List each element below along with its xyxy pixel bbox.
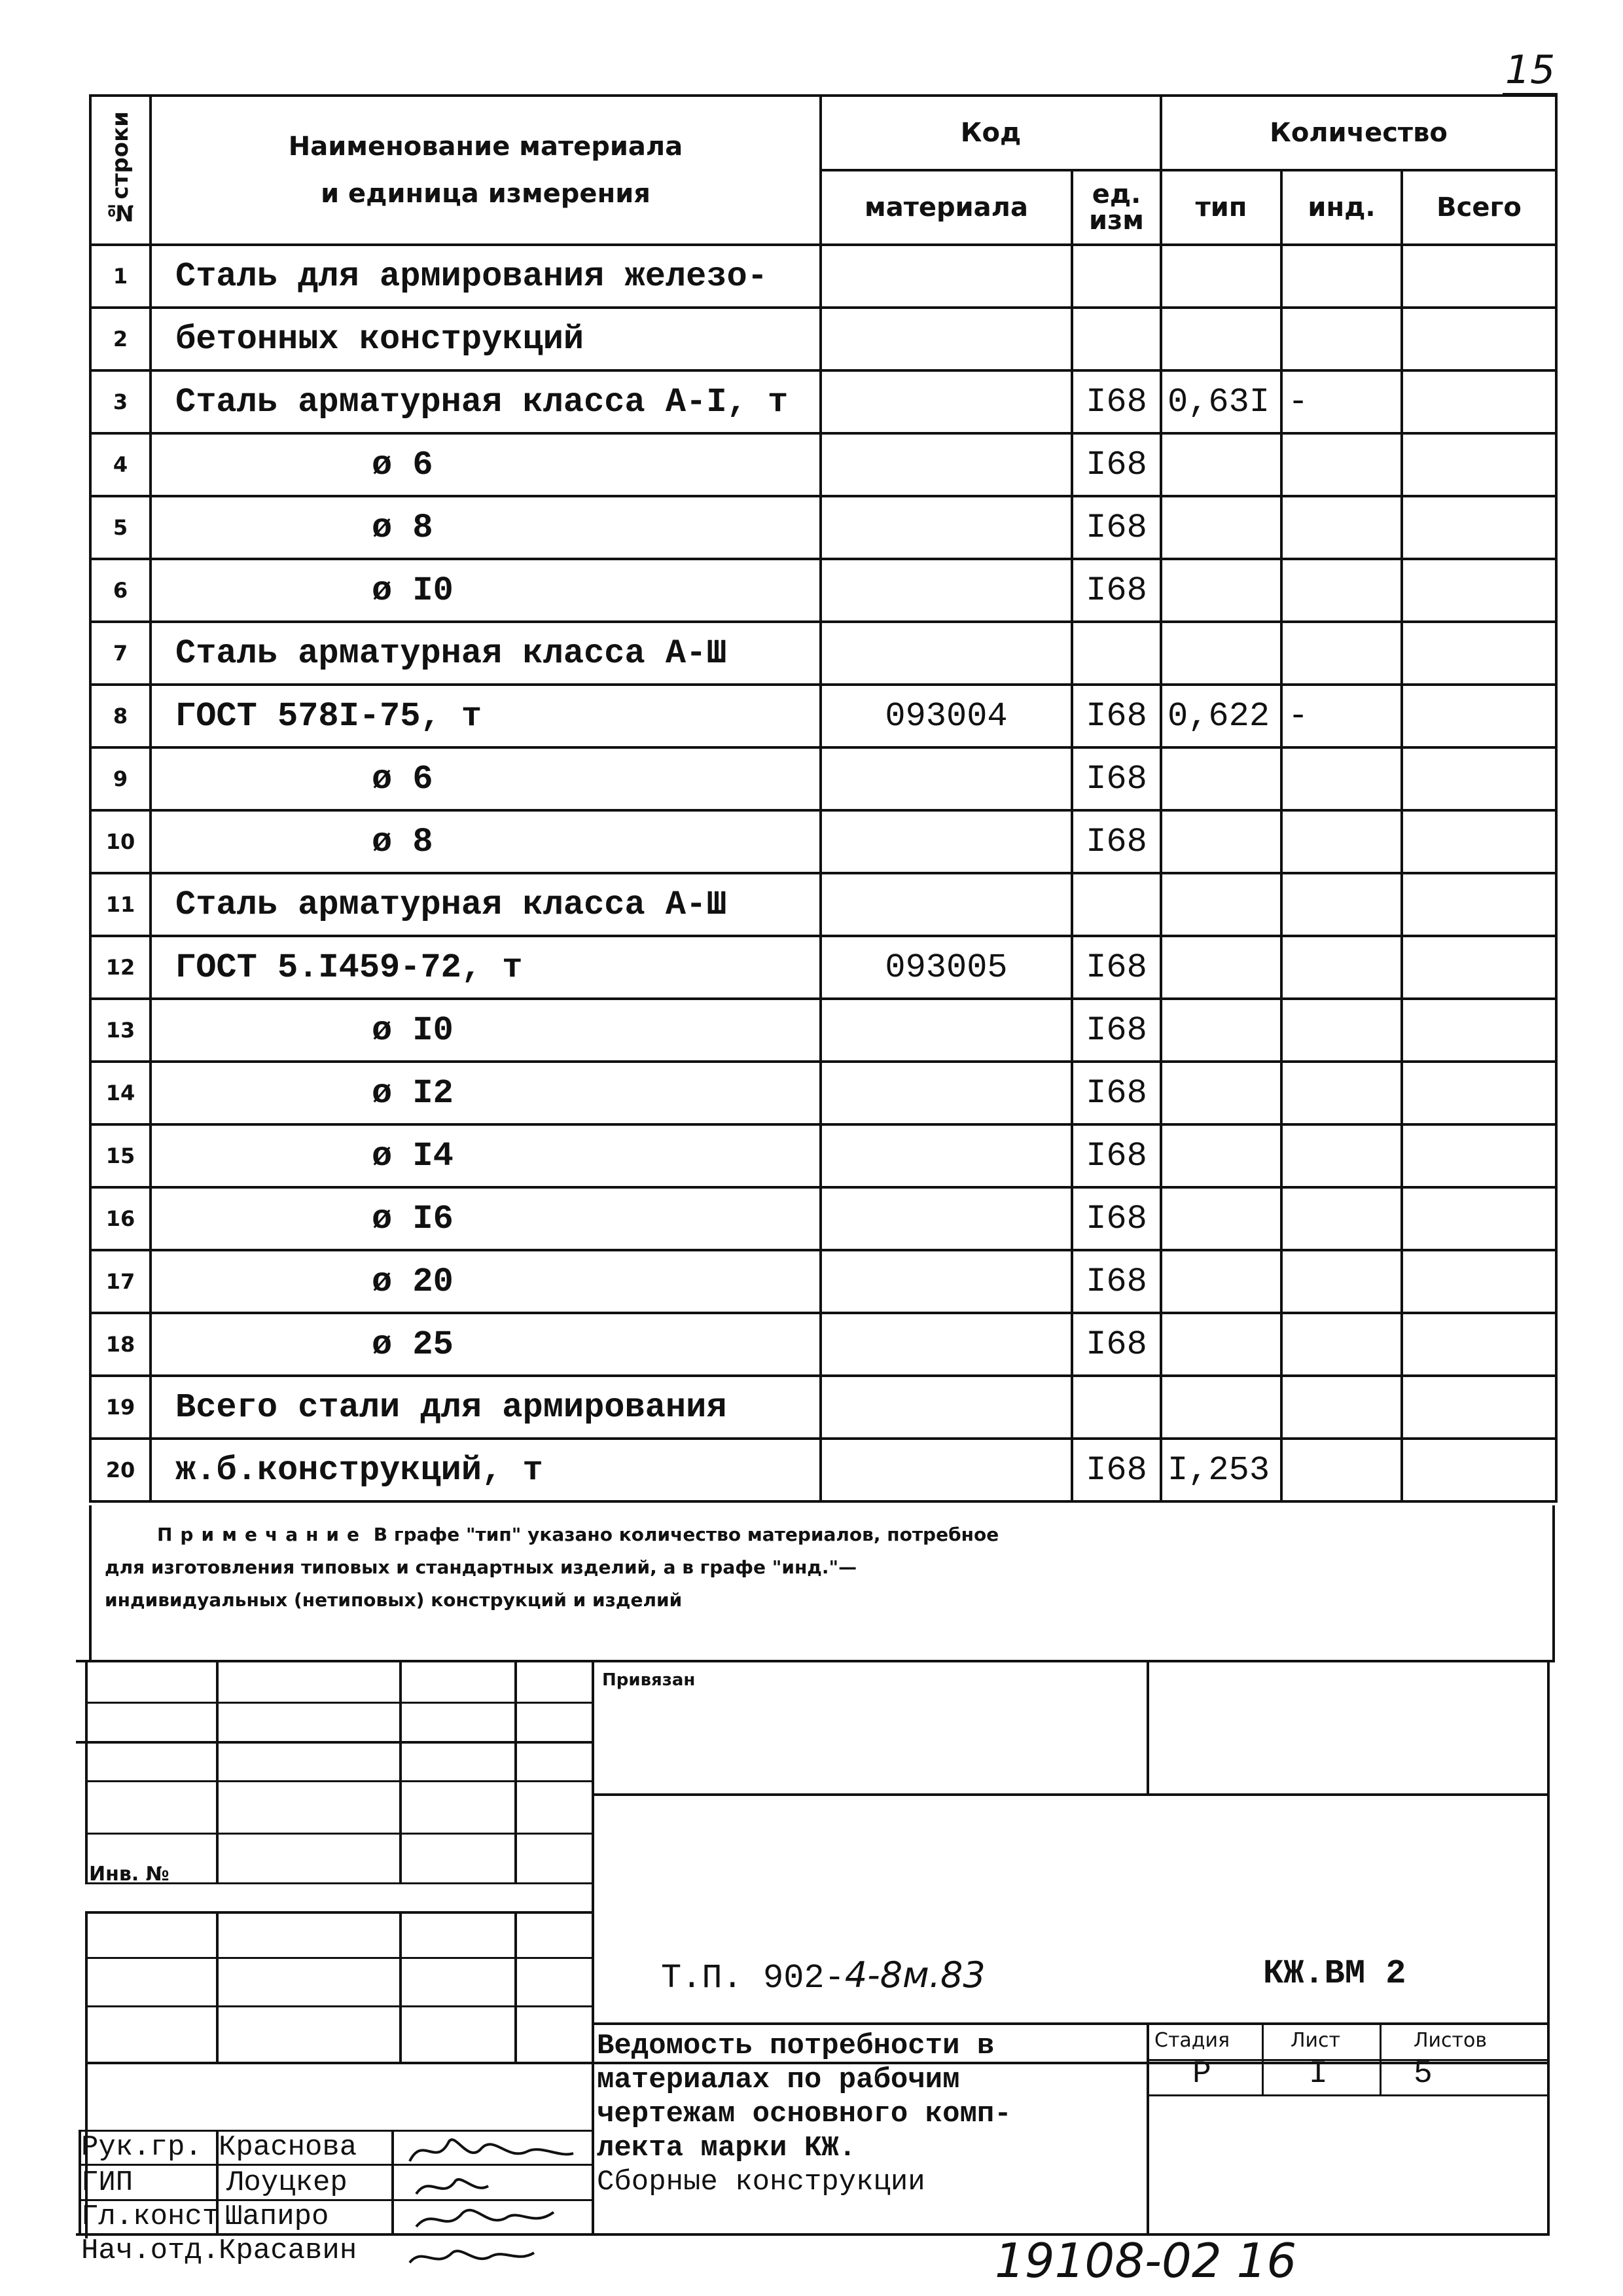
table-row [90, 873, 1556, 936]
row-qty-type [1161, 1187, 1281, 1250]
row-material-code [821, 308, 1072, 370]
row-unit-code: I68 [1072, 1124, 1161, 1187]
row-unit-code [1072, 245, 1161, 308]
table-row [90, 1062, 1556, 1124]
table-row [90, 747, 1556, 810]
table-row [90, 1376, 1556, 1439]
project-code [661, 1954, 986, 1998]
row-number: 16 [90, 1187, 151, 1250]
row-qty-ind [1281, 873, 1402, 936]
row-name: ø 6 [151, 433, 821, 496]
table-body [90, 245, 1556, 1501]
person-name-3: Шапиро [225, 2200, 329, 2233]
row-qty-total [1402, 559, 1556, 622]
table-row [90, 308, 1556, 370]
privyazan-label: Привязан [602, 1670, 696, 1690]
person-role-1: Рук.гр. [81, 2131, 202, 2164]
row-number: 15 [90, 1124, 151, 1187]
table-row [90, 1439, 1556, 1501]
project-code-print: Т.П. 902- [661, 1959, 845, 1998]
row-name: Сталь арматурная класса А-Ш [151, 622, 821, 685]
row-number: 10 [90, 810, 151, 873]
table-row [90, 622, 1556, 685]
row-unit-code: I68 [1072, 685, 1161, 747]
header-row-no: №строки [90, 96, 151, 245]
row-material-code [821, 496, 1072, 559]
header-type: тип [1161, 170, 1281, 245]
header-quantity: Количество [1161, 96, 1556, 170]
row-material-code [821, 1124, 1072, 1187]
row-qty-ind [1281, 1313, 1402, 1376]
note-title: Примечание [157, 1524, 368, 1545]
header-name-line2: и единица измерения [321, 179, 651, 209]
row-qty-total [1402, 1250, 1556, 1313]
row-unit-code: I68 [1072, 433, 1161, 496]
header-ind: инд. [1281, 170, 1402, 245]
row-material-code [821, 810, 1072, 873]
row-name: ø 6 [151, 747, 821, 810]
row-material-code [821, 433, 1072, 496]
inventory-number-label: Инв. № [89, 1863, 169, 1886]
row-material-code: 093004 [821, 685, 1072, 747]
row-number: 5 [90, 496, 151, 559]
row-material-code [821, 370, 1072, 433]
row-material-code [821, 622, 1072, 685]
row-qty-ind [1281, 1439, 1402, 1501]
row-material-code [821, 1439, 1072, 1501]
row-name: ГОСТ 578I-75, т [151, 685, 821, 747]
row-qty-ind [1281, 559, 1402, 622]
title-line-5: Сборные конструкции [597, 2166, 925, 2198]
person-role-4: Нач.отд. [81, 2234, 220, 2267]
row-name: ø 8 [151, 496, 821, 559]
row-qty-ind [1281, 245, 1402, 308]
row-number: 9 [90, 747, 151, 810]
row-unit-code [1072, 873, 1161, 936]
row-qty-total [1402, 999, 1556, 1062]
row-qty-total [1402, 1376, 1556, 1439]
row-material-code [821, 1250, 1072, 1313]
header-total: Всего [1402, 170, 1556, 245]
row-qty-total [1402, 308, 1556, 370]
row-number: 20 [90, 1439, 151, 1501]
row-name: Сталь арматурная класса А-Ш [151, 873, 821, 936]
note-body: В графе "тип" указано количество материалов, потребное для изготовления типовых и стандартных изделий, а в графе "инд."— индивидуальных (нетиповых) конструкций и изделий [105, 1524, 999, 1611]
row-number: 18 [90, 1313, 151, 1376]
row-number: 17 [90, 1250, 151, 1313]
row-qty-type [1161, 999, 1281, 1062]
row-unit-code: I68 [1072, 999, 1161, 1062]
row-qty-total [1402, 1439, 1556, 1501]
table-row [90, 1124, 1556, 1187]
row-number: 14 [90, 1062, 151, 1124]
row-qty-ind [1281, 1187, 1402, 1250]
row-number: 13 [90, 999, 151, 1062]
row-qty-total [1402, 1187, 1556, 1250]
person-role-3: Гл.конст. [81, 2200, 237, 2233]
row-qty-total [1402, 936, 1556, 999]
table-row [90, 810, 1556, 873]
row-qty-total [1402, 747, 1556, 810]
row-name: ГОСТ 5.I459-72, т [151, 936, 821, 999]
row-unit-code: I68 [1072, 1187, 1161, 1250]
row-material-code [821, 1062, 1072, 1124]
row-number: 4 [90, 433, 151, 496]
row-unit-code: I68 [1072, 1250, 1161, 1313]
row-qty-type [1161, 622, 1281, 685]
row-number: 6 [90, 559, 151, 622]
row-qty-ind [1281, 1250, 1402, 1313]
row-qty-total [1402, 1062, 1556, 1124]
row-unit-code [1072, 308, 1161, 370]
person-role-2: ГИП [81, 2166, 134, 2199]
row-qty-type: I,253 [1161, 1439, 1281, 1501]
table-row [90, 1313, 1556, 1376]
row-unit-code: I68 [1072, 370, 1161, 433]
row-unit-code: I68 [1072, 496, 1161, 559]
table-row [90, 936, 1556, 999]
row-qty-type [1161, 1313, 1281, 1376]
row-material-code [821, 1313, 1072, 1376]
page-number: 15 [1505, 47, 1556, 93]
row-name: бетонных конструкций [151, 308, 821, 370]
table-row [90, 370, 1556, 433]
row-qty-total [1402, 433, 1556, 496]
sheets-value: 5 [1414, 2056, 1433, 2092]
header-unit: ед. изм [1072, 170, 1161, 245]
materials-table [89, 94, 1558, 1503]
row-unit-code: I68 [1072, 1062, 1161, 1124]
row-qty-type [1161, 1376, 1281, 1439]
row-material-code [821, 1376, 1072, 1439]
row-qty-ind [1281, 1376, 1402, 1439]
row-qty-ind [1281, 496, 1402, 559]
row-name: Сталь для армирования железо- [151, 245, 821, 308]
row-number: 2 [90, 308, 151, 370]
row-qty-ind [1281, 1124, 1402, 1187]
row-qty-type [1161, 559, 1281, 622]
row-qty-type [1161, 810, 1281, 873]
signature-krasnova [410, 2140, 573, 2161]
person-name-1: Краснова [219, 2131, 357, 2164]
table-row [90, 496, 1556, 559]
row-unit-code: I68 [1072, 1439, 1161, 1501]
note [105, 1518, 1021, 1617]
header-name [151, 96, 821, 245]
row-qty-ind [1281, 622, 1402, 685]
row-material-code [821, 999, 1072, 1062]
row-qty-type [1161, 1124, 1281, 1187]
table-row [90, 245, 1556, 308]
archive-number: 19108-02 16 [995, 2233, 1297, 2288]
row-name: Всего стали для армирования [151, 1376, 821, 1439]
title-line-4: лекта марки КЖ. [597, 2132, 857, 2164]
row-unit-code: I68 [1072, 810, 1161, 873]
row-number: 8 [90, 685, 151, 747]
row-qty-type [1161, 1250, 1281, 1313]
document-mark: КЖ.ВМ 2 [1263, 1954, 1406, 1993]
row-material-code [821, 1187, 1072, 1250]
row-number: 3 [90, 370, 151, 433]
row-qty-type [1161, 245, 1281, 308]
row-qty-type [1161, 873, 1281, 936]
table-row [90, 1250, 1556, 1313]
row-material-code [821, 873, 1072, 936]
row-qty-type [1161, 496, 1281, 559]
row-name: ø 25 [151, 1313, 821, 1376]
row-qty-total [1402, 810, 1556, 873]
document-title [597, 2029, 1012, 2199]
row-qty-type [1161, 747, 1281, 810]
row-qty-ind [1281, 810, 1402, 873]
sheet-label: Лист [1291, 2029, 1341, 2052]
row-qty-total [1402, 622, 1556, 685]
row-qty-ind [1281, 747, 1402, 810]
header-code: Код [821, 96, 1161, 170]
row-name: ø I0 [151, 559, 821, 622]
row-name: ø I6 [151, 1187, 821, 1250]
row-qty-ind: - [1281, 370, 1402, 433]
sheet-value: I [1309, 2056, 1328, 2092]
table-row [90, 1187, 1556, 1250]
row-qty-type [1161, 308, 1281, 370]
table-row [90, 999, 1556, 1062]
title-line-2: материалах по рабочим [597, 2064, 960, 2096]
title-line-1: Ведомость потребности в [597, 2030, 995, 2062]
row-name: ø 20 [151, 1250, 821, 1313]
row-qty-total [1402, 370, 1556, 433]
table-row [90, 433, 1556, 496]
row-qty-total [1402, 1124, 1556, 1187]
row-qty-ind [1281, 999, 1402, 1062]
row-qty-ind [1281, 1062, 1402, 1124]
row-qty-total [1402, 685, 1556, 747]
row-unit-code: I68 [1072, 747, 1161, 810]
row-qty-type: 0,63I [1161, 370, 1281, 433]
row-unit-code [1072, 1376, 1161, 1439]
note-box [89, 1505, 1555, 1662]
row-qty-total [1402, 245, 1556, 308]
row-material-code [821, 559, 1072, 622]
row-qty-type: 0,622 [1161, 685, 1281, 747]
row-number: 1 [90, 245, 151, 308]
row-qty-ind [1281, 308, 1402, 370]
row-unit-code: I68 [1072, 1313, 1161, 1376]
row-material-code: 093005 [821, 936, 1072, 999]
row-number: 11 [90, 873, 151, 936]
project-code-handwritten: 4-8м.83 [844, 1954, 986, 1996]
signature-krasavin [410, 2251, 534, 2263]
row-unit-code: I68 [1072, 936, 1161, 999]
row-name: Сталь арматурная класса А-I, т [151, 370, 821, 433]
stage-value: Р [1192, 2056, 1211, 2092]
row-qty-total [1402, 873, 1556, 936]
table-row [90, 685, 1556, 747]
row-qty-type [1161, 1062, 1281, 1124]
row-qty-type [1161, 936, 1281, 999]
header-material: материала [821, 170, 1072, 245]
stage-label: Стадия [1154, 2029, 1230, 2052]
person-name-2: Лоуцкер [226, 2166, 348, 2199]
row-qty-ind [1281, 433, 1402, 496]
sheets-label: Листов [1414, 2029, 1488, 2052]
row-name: ж.б.конструкций, т [151, 1439, 821, 1501]
row-name: ø I2 [151, 1062, 821, 1124]
row-name: ø I0 [151, 999, 821, 1062]
signature-loutsker [416, 2179, 488, 2194]
row-number: 12 [90, 936, 151, 999]
row-qty-ind [1281, 936, 1402, 999]
signatures [397, 2128, 593, 2279]
row-name: ø I4 [151, 1124, 821, 1187]
header-name-line1: Наименование материала [288, 132, 683, 162]
table-row [90, 559, 1556, 622]
row-material-code [821, 747, 1072, 810]
row-number: 19 [90, 1376, 151, 1439]
row-qty-ind: - [1281, 685, 1402, 747]
row-name: ø 8 [151, 810, 821, 873]
row-number: 7 [90, 622, 151, 685]
row-material-code [821, 245, 1072, 308]
title-line-3: чертежам основного комп- [597, 2098, 1012, 2130]
row-unit-code: I68 [1072, 559, 1161, 622]
row-unit-code [1072, 622, 1161, 685]
person-name-4: Красавин [219, 2234, 357, 2267]
row-qty-total [1402, 496, 1556, 559]
row-qty-type [1161, 433, 1281, 496]
signature-shapiro [416, 2210, 554, 2227]
row-qty-total [1402, 1313, 1556, 1376]
